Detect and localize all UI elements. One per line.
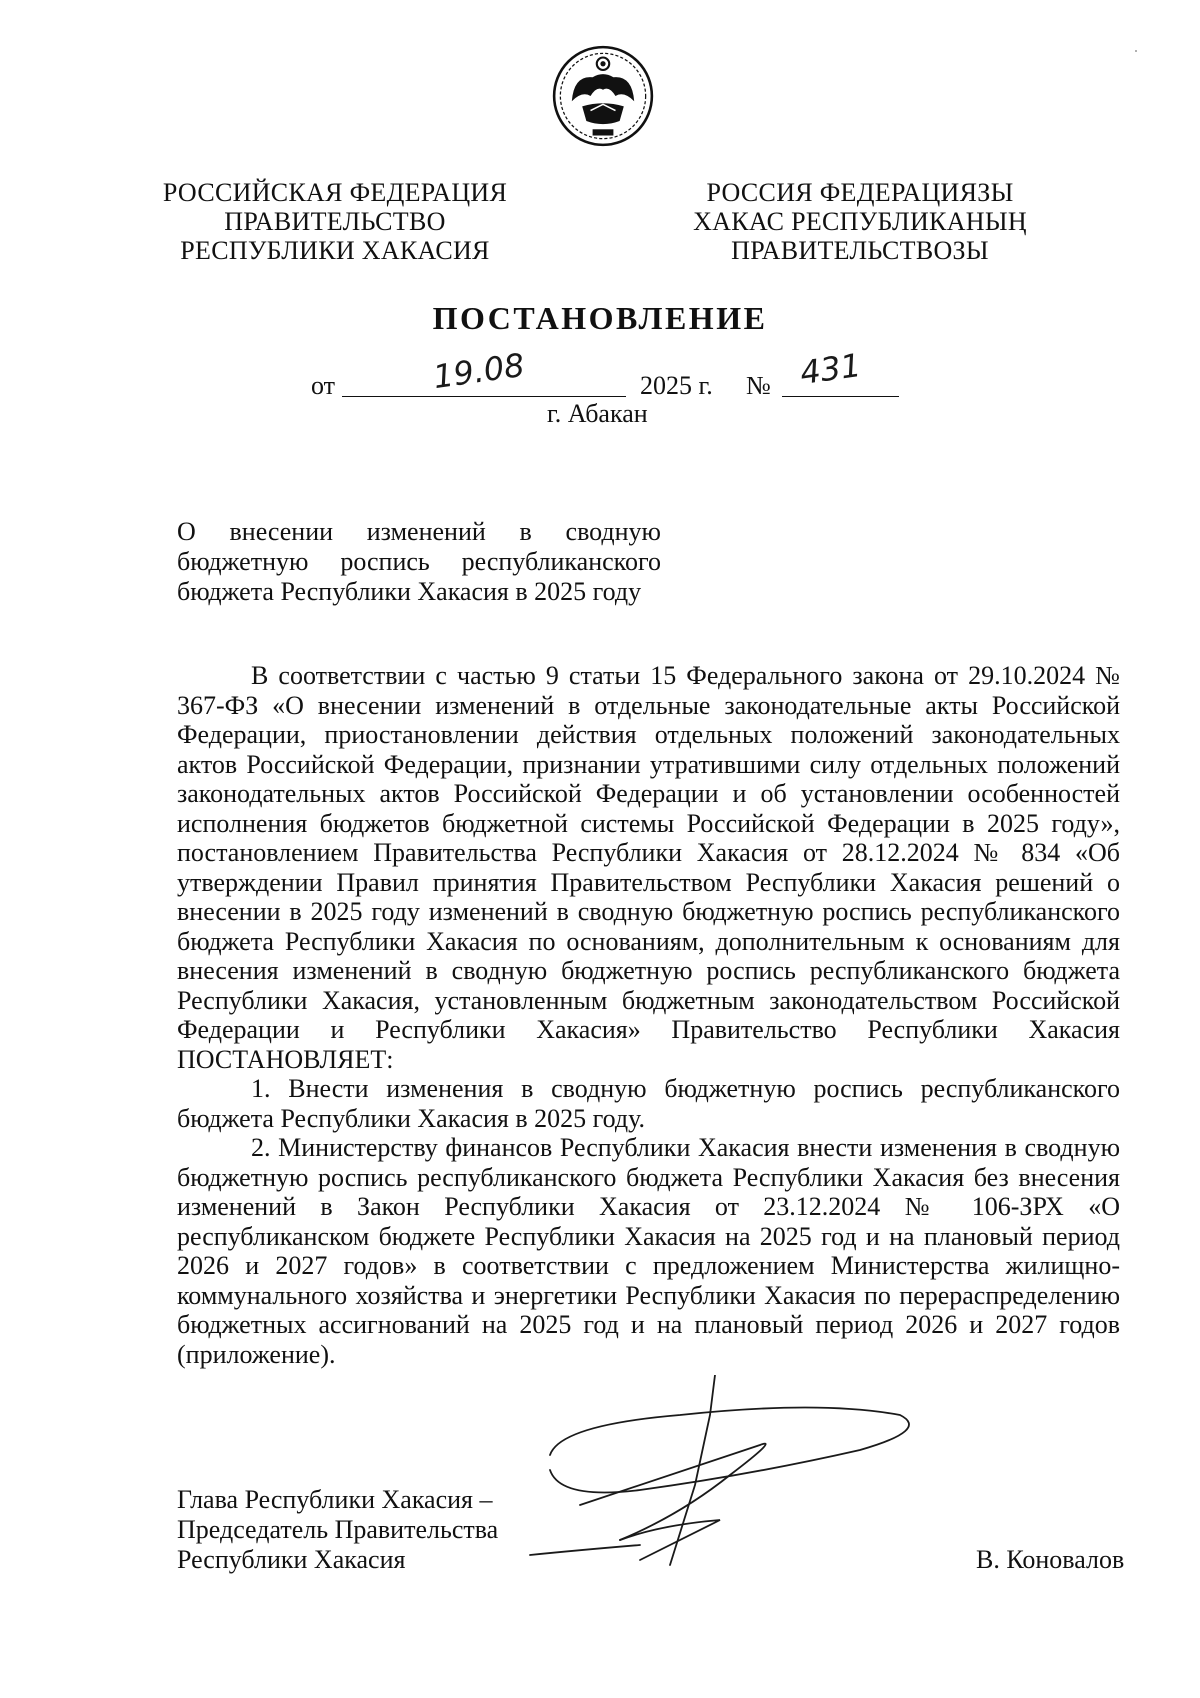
coat-of-arms-icon [551, 44, 655, 148]
subject-block [177, 517, 661, 607]
header-left [155, 178, 515, 265]
header-right-line: РОССИЯ ФЕДЕРАЦИЯЗЫ [706, 178, 1014, 207]
position-line: Глава Республики Хакасия – [177, 1485, 493, 1514]
date-number-line [0, 361, 1200, 401]
document-title: ПОСТАНОВЛЕНИЕ [432, 300, 768, 336]
number-sign: № [746, 371, 771, 400]
document-body [177, 661, 1120, 1369]
header-left-line: РОССИЙСКАЯ ФЕДЕРАЦИЯ [162, 178, 508, 207]
subject-line: О внесении изменений в сводную [177, 517, 661, 546]
date-underline [342, 396, 626, 397]
handwritten-signature-icon [520, 1375, 920, 1590]
date-prefix: от [311, 371, 336, 400]
number-underline [782, 396, 899, 397]
city: г. Абакан [547, 399, 648, 428]
year-label: 2025 г. [640, 371, 713, 400]
signatory-name: В. Коновалов [976, 1545, 1125, 1574]
clause-2-paragraph: 2. Министерству финансов Республики Хакасия внести изменения в сводную бюджетную роспись республиканского бюджета Республики Хакасия без внесения изменений в Закон Республики Хакасия от 23.12.2024 № 106-ЗРХ «О республиканском бюджете Республики Хакасия на 2025 год и на плановый период 2026 и 2027 годов» в соответствии с предложением Министерства жилищно-коммунального хозяйства и энергетики Республики Хакасия по перераспределению бюджетных ассигнований на 2025 год и на плановый период 2026 и 2027 годов (приложение). [177, 1133, 1120, 1369]
header-right-line: ХАКАС РЕСПУБЛИКАНЫҢ [693, 207, 1027, 236]
subject-line: бюджета Республики Хакасия в 2025 году [177, 577, 642, 606]
header-left-line: ПРАВИТЕЛЬСТВО [224, 207, 446, 236]
header-right-line: ПРАВИТЕЛЬСТВОЗЫ [731, 236, 989, 265]
scan-speck [1135, 50, 1137, 52]
position-line: Республики Хакасия [177, 1545, 406, 1574]
subject-line: бюджетную роспись республиканского [177, 547, 661, 576]
signatory-position [177, 1485, 498, 1575]
preamble-paragraph: В соответствии с частью 9 статьи 15 Федерального закона от 29.10.2024 № 367-ФЗ «О внесении изменений в отдельные законодательные акты Российской Федерации, приостановлении действия отдельных положений законодательных актов Российской Федерации, признании утратившими силу отдельных положений законодательных актов Российской Федерации и об установлении особенностей исполнения бюджетов бюджетной системы Российской Федерации в 2025 году», постановлением Правительства Республики Хакасия от 28.12.2024 № 834 «Об утверждении Правил принятия Правительством Республики Хакасия решений о внесении в 2025 году изменений в сводную бюджетную роспись республиканского бюджета Республики Хакасия по основаниям, дополнительным к основаниям для внесения изменений в сводную бюджетную роспись республиканского бюджета Республики Хакасия, установленным бюджетным законодательством Российской Федерации и Республики Хакасия» Правительство Республики Хакасия ПОСТАНОВЛЯЕТ: [177, 661, 1120, 1074]
handwritten-date: 19.08 [430, 345, 527, 397]
header-right [665, 178, 1055, 265]
clause-1-paragraph: 1. Внести изменения в сводную бюджетную роспись республиканского бюджета Республики Хакасия в 2025 году. [177, 1074, 1120, 1133]
position-line: Председатель Правительства [177, 1515, 499, 1544]
header-left-line: РЕСПУБЛИКИ ХАКАСИЯ [180, 236, 490, 265]
handwritten-number: 431 [797, 345, 864, 393]
